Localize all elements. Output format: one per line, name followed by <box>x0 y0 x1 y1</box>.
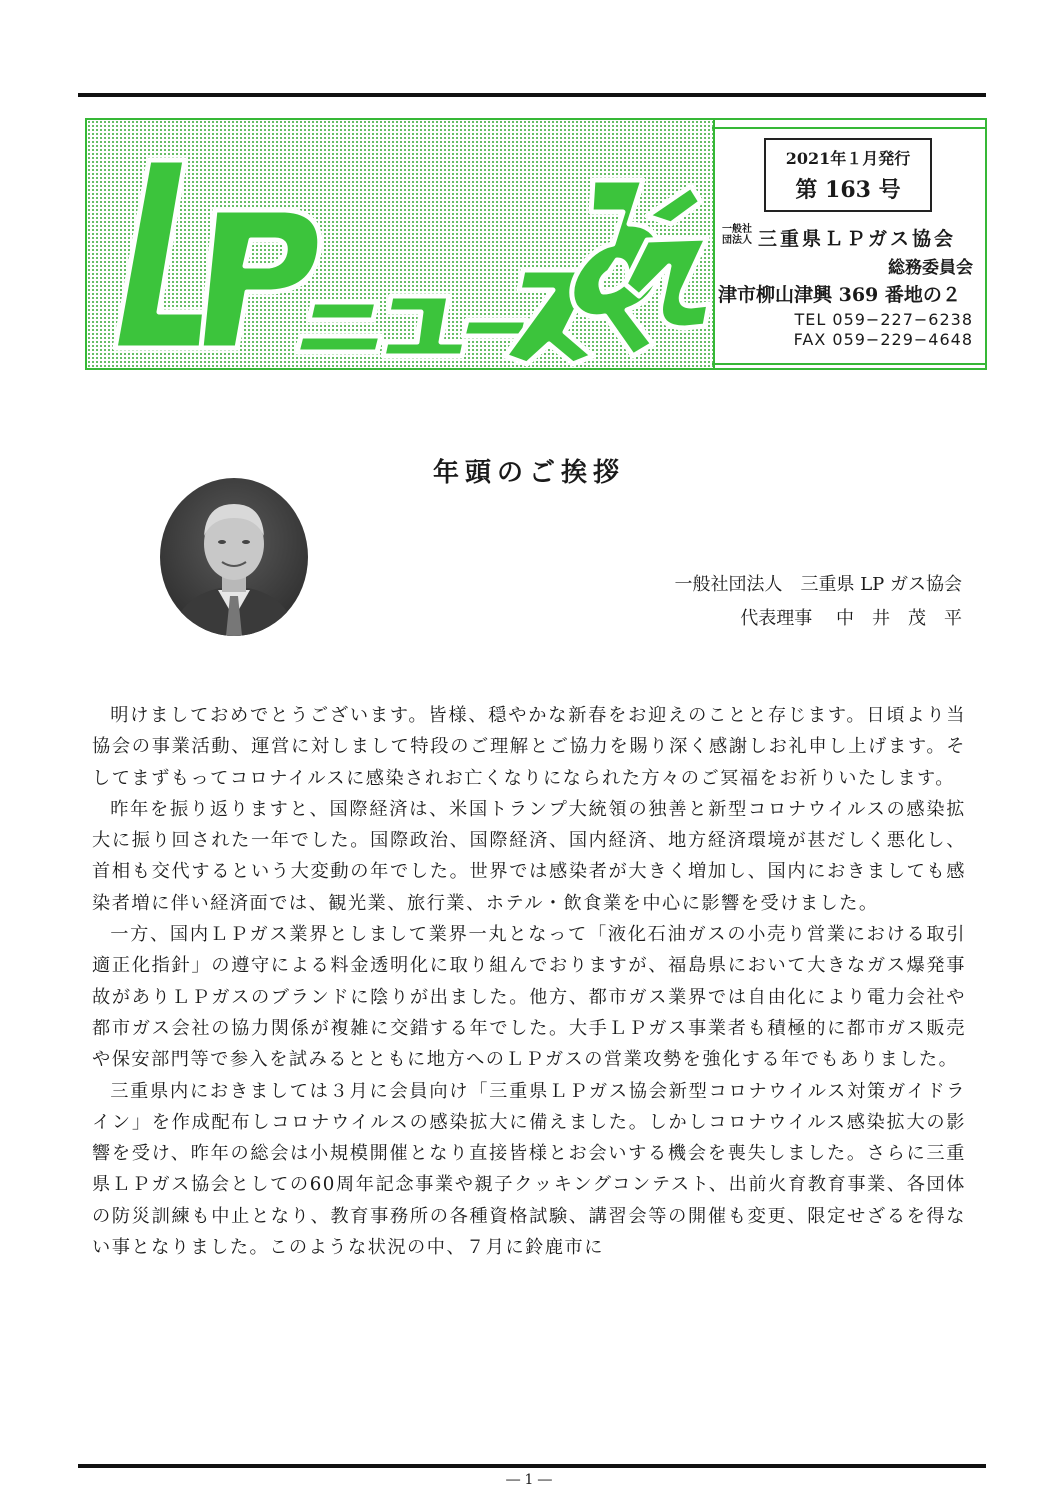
paragraph: 明けましておめでとうございます。皆様、穏やかな新春をお迎えのことと存じます。日頃より当協会の事業活動、運営に対しまして特段のご理解とご協力を賜り深く感謝しお礼申し上げます。そしてまずもってコロナイルスに感染されお亡くなりになられた方々のご冥福をお祈りいたします。 <box>92 705 966 789</box>
bottom-rule <box>78 1464 986 1468</box>
paragraph: 昨年を振り返りますと、国際経済は、米国トランプ大統領の独善と新型コロナウイルスの感染拡大に振り回された一年でした。国際政治、国際経済、国内経済、地方経済環境が甚だしく悪化し、首相も交代するという大変動の年でした。世界では感染者が大きく増加し、国内におきましても感染者増に伴い経済面では、観光業、旅行業、ホテル・飲食業を中心に影響を受けました。 <box>92 798 966 914</box>
paragraph: 一方、国内ＬＰガス業界としまして業界一丸となって「液化石油ガスの小売り営業における取引適正化指針」の遵守による料金透明化に取り組んでおりますが、福島県において大きなガス爆発事故がありＬＰガスのブランドに陰りが出ました。他方、都市ガス業界では自由化により電力会社や都市ガス会社の協力関係が複雑に交錯する年でした。大手ＬＰガス事業者も積極的に都市ガス販売や保安部門等で参入を試みるとともに地方へのＬＰガスの営業攻勢を強化する年でもありました。 <box>92 924 966 1071</box>
issue-number: 第 163 号 <box>795 177 901 203</box>
page-number: ― 1 ― <box>506 1472 552 1488</box>
org-fax: FAX 059−229−4648 <box>793 330 973 349</box>
org-prefix: 一般社団法人 <box>722 224 752 246</box>
issue-info-panel <box>712 118 987 370</box>
issue-date: 2021年１月発行 <box>785 149 911 168</box>
paragraph: 三重県内におきましては３月に会員向け「三重県ＬＰガス協会新型コロナウイルス対策ガイドライン」を作成配布しコロナウイルスの感染拡大に備えました。しかしコロナウイルス感染拡大の影響を受け、昨年の総会は小規模開催となり直接皆様とお会いする機会を喪失しました。さらに三重県ＬＰガス協会としての60周年記念事業や親子クッキングコンテスト、出前火育教育事業、各団体の防災訓練も中止となり、教育事務所の各種資格試験、講習会等の開催も変更、限定せざるを得ない事となりました。このような状況の中、７月に鈴鹿市に <box>92 1080 966 1259</box>
article-title: 年頭のご挨拶 <box>432 458 625 488</box>
author-organization: 一般社団法人 三重県 LP ガス協会 <box>674 574 962 595</box>
logo-lettering <box>87 120 715 370</box>
org-address: 津市柳山津興 369 番地の２ <box>718 284 961 306</box>
masthead-logo <box>85 118 715 370</box>
top-rule <box>78 93 986 97</box>
author-role-name: 代表理事 中 井 茂 平 <box>740 608 962 629</box>
article-body <box>92 700 966 1263</box>
organization-line <box>718 224 982 254</box>
org-name: 三重県ＬＰガス協会 <box>758 228 957 250</box>
committee-name: 総務委員会 <box>888 258 973 278</box>
issue-box <box>764 138 932 212</box>
org-tel: TEL 059−227−6238 <box>794 310 973 329</box>
portrait-photo <box>160 478 308 636</box>
author-block <box>674 568 962 636</box>
